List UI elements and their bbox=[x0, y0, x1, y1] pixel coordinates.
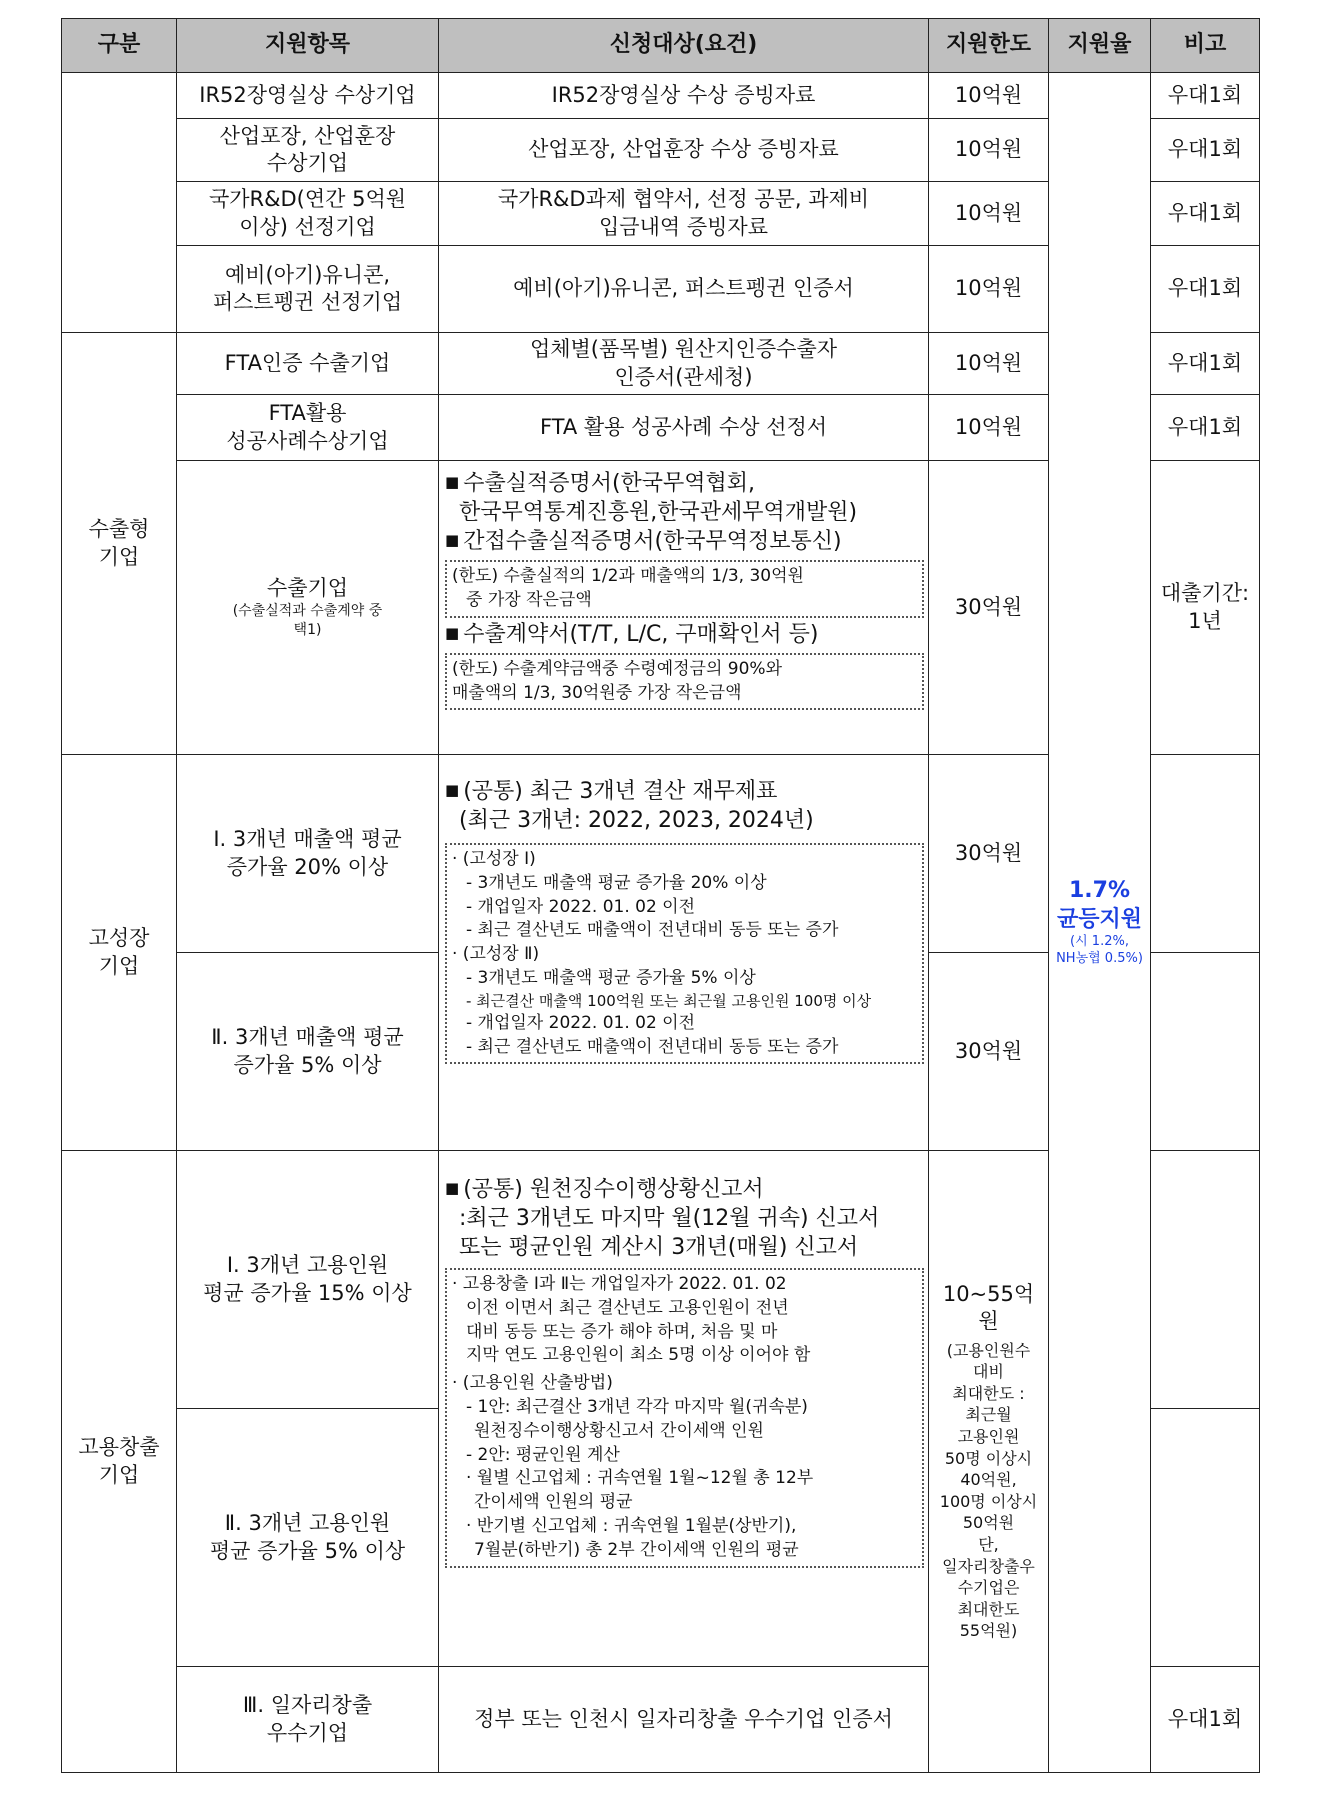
item-note: (수출실적과 수출계약 중 bbox=[232, 603, 383, 620]
item-cell bbox=[177, 1667, 439, 1773]
rate-note-2: NH농협 0.5%) bbox=[1056, 951, 1143, 967]
item-cell bbox=[177, 1151, 439, 1409]
item-line: Ⅱ. 3개년 고용인원 bbox=[224, 1511, 391, 1536]
item-line: 평균 증가율 5% 이상 bbox=[209, 1538, 406, 1563]
note-line: - 최근 결산년도 매출액이 전년대비 동등 또는 증가 bbox=[466, 920, 839, 941]
note-box bbox=[445, 560, 924, 618]
note-line: (한도) 수출실적의 1/2과 매출액의 1/3, 30억원 bbox=[452, 566, 804, 587]
remark-cell: 우대1회 bbox=[1151, 246, 1260, 333]
limit-note: 50명 이상시 bbox=[944, 1448, 1033, 1468]
limit-note: 일자리창출우 bbox=[942, 1556, 1035, 1576]
remark-cell: 우대1회 bbox=[1151, 1667, 1260, 1773]
category-label: 수출형 bbox=[88, 517, 150, 542]
limit-value: 10~55억원 bbox=[942, 1282, 1035, 1334]
note-line: · (고성장 Ⅱ) bbox=[452, 944, 540, 965]
note-line: (한도) 수출계약금액중 수령예정금의 90%와 bbox=[452, 658, 783, 679]
remark-cell-empty bbox=[1151, 1151, 1260, 1409]
item-line: Ⅱ. 3개년 매출액 평균 bbox=[211, 1025, 404, 1050]
category-growth bbox=[62, 755, 177, 1151]
category-label: 고성장 bbox=[88, 926, 150, 951]
requirement-line: 입금내역 증빙자료 bbox=[599, 214, 768, 239]
requirement-cell: IR52장영실상 수상 증빙자료 bbox=[439, 73, 929, 119]
limit-cell: 10억원 bbox=[929, 246, 1049, 333]
note-box bbox=[445, 653, 924, 711]
header-rate: 지원율 bbox=[1049, 19, 1151, 73]
item-line: 증가율 5% 이상 bbox=[233, 1052, 382, 1077]
limit-note: (고용인원수 bbox=[946, 1340, 1031, 1360]
item-cell: IR52장영실상 수상기업 bbox=[177, 73, 439, 119]
remark-line: 1년 bbox=[1188, 608, 1222, 633]
requirement-line: 국가R&D과제 협약서, 선정 공문, 과제비 bbox=[497, 187, 870, 212]
item-line: 수출기업 bbox=[266, 575, 349, 600]
item-line: 국가R&D(연간 5억원 bbox=[208, 187, 407, 212]
item-line: 이상) 선정기업 bbox=[239, 214, 376, 239]
requirement-cell bbox=[439, 461, 929, 755]
limit-cell: 30억원 bbox=[929, 953, 1049, 1151]
rate-value: 1.7% bbox=[1068, 878, 1130, 904]
bullet-item: ■ (공통) 원천징수이행상황신고서 bbox=[445, 1177, 764, 1202]
bullet-item: ■ 수출계약서(T/T, L/C, 구매확인서 등) bbox=[445, 621, 819, 647]
remark-cell: 우대1회 bbox=[1151, 395, 1260, 461]
remark-cell: 우대1회 bbox=[1151, 119, 1260, 182]
note-line: - 개업일자 2022. 01. 02 이전 bbox=[466, 1012, 696, 1033]
requirement-cell: 정부 또는 인천시 일자리창출 우수기업 인증서 bbox=[439, 1667, 929, 1773]
note-line: 원천징수이행상황신고서 간이세액 인원 bbox=[474, 1420, 764, 1441]
note-line: - 개업일자 2022. 01. 02 이전 bbox=[466, 896, 696, 917]
item-cell bbox=[177, 182, 439, 246]
note-line: · 월별 신고업체 : 귀속연월 1월~12월 총 12부 bbox=[466, 1468, 814, 1489]
limit-note: 최근월 bbox=[965, 1405, 1012, 1425]
note-line: · (고용인원 산출방법) bbox=[452, 1373, 613, 1394]
remark-cell: 우대1회 bbox=[1151, 333, 1260, 395]
requirement-cell bbox=[439, 333, 929, 395]
header-item: 지원항목 bbox=[177, 19, 439, 73]
remark-cell bbox=[1151, 461, 1260, 755]
remark-cell: 우대1회 bbox=[1151, 73, 1260, 119]
note-line: · (고성장 Ⅰ) bbox=[452, 849, 536, 870]
limit-cell: 10억원 bbox=[929, 333, 1049, 395]
item-cell bbox=[177, 953, 439, 1151]
requirement-line: 업체별(품목별) 원산지인증수출자 bbox=[529, 337, 838, 362]
item-line: 증가율 20% 이상 bbox=[226, 854, 389, 879]
note-line: · 반기별 신고업체 : 귀속연월 1월분(상반기), bbox=[466, 1516, 797, 1537]
note-line: 매출액의 1/3, 30억원중 가장 작은금액 bbox=[452, 682, 742, 703]
item-line: 우수기업 bbox=[266, 1720, 349, 1745]
rate-label: 균등지원 bbox=[1056, 906, 1142, 932]
note-line: 이전 이면서 최근 결산년도 고용인원이 전년 bbox=[466, 1297, 789, 1318]
limit-cell: 30억원 bbox=[929, 461, 1049, 755]
rate-cell bbox=[1049, 73, 1151, 1773]
limit-cell-jobs bbox=[929, 1151, 1049, 1773]
bullet-item: ■ 수출실적증명서(한국무역협회, bbox=[445, 471, 756, 496]
category-jobs bbox=[62, 1151, 177, 1773]
limit-cell: 30억원 bbox=[929, 755, 1049, 953]
requirement-cell: 예비(아기)유니콘, 퍼스트펭귄 인증서 bbox=[439, 246, 929, 333]
limit-note: 100명 이상시 bbox=[939, 1491, 1038, 1511]
category-label: 기업 bbox=[98, 953, 140, 978]
note-line: - 3개년도 매출액 평균 증가율 5% 이상 bbox=[466, 968, 756, 989]
note-line: - 최근결산 매출액 100억원 또는 최근월 고용인원 100명 이상 bbox=[466, 991, 872, 1010]
requirement-line: 인증서(관세청) bbox=[614, 364, 753, 389]
remark-cell: 우대1회 bbox=[1151, 182, 1260, 246]
note-box bbox=[445, 1268, 924, 1568]
category-label: 기업 bbox=[98, 544, 140, 569]
item-line: Ⅰ. 3개년 매출액 평균 bbox=[213, 827, 402, 852]
limit-note: 최대한도 : bbox=[952, 1383, 1025, 1403]
requirement-cell bbox=[439, 1151, 929, 1667]
limit-cell: 10억원 bbox=[929, 73, 1049, 119]
header-limit: 지원한도 bbox=[929, 19, 1049, 73]
limit-note: 50억원 bbox=[962, 1513, 1015, 1533]
remark-line: 대출기간: bbox=[1160, 581, 1250, 606]
remark-cell-empty bbox=[1151, 1409, 1260, 1667]
requirement-cell bbox=[439, 182, 929, 246]
bullet-continuation: 한국무역통계진흥원,한국관세무역개발원) bbox=[459, 500, 858, 526]
note-box bbox=[445, 843, 924, 1064]
item-cell bbox=[177, 119, 439, 182]
item-cell bbox=[177, 246, 439, 333]
limit-note: 최대한도 bbox=[957, 1599, 1020, 1619]
item-cell bbox=[177, 461, 439, 755]
item-line: 성공사례수상기업 bbox=[226, 428, 389, 453]
limit-note: 고용인원 bbox=[957, 1427, 1020, 1447]
item-cell: FTA인증 수출기업 bbox=[177, 333, 439, 395]
limit-note: 단, bbox=[978, 1534, 999, 1554]
note-line: - 최근 결산년도 매출액이 전년대비 동등 또는 증가 bbox=[466, 1036, 839, 1057]
limit-note: 대비 bbox=[973, 1362, 1004, 1382]
item-cell bbox=[177, 755, 439, 953]
item-cell bbox=[177, 1409, 439, 1667]
note-line: 지막 연도 고용인원이 최소 5명 이상 이어야 함 bbox=[466, 1345, 811, 1366]
item-line: 퍼스트펭귄 선정기업 bbox=[212, 290, 403, 314]
rate-note-1: (시 1.2%, bbox=[1070, 934, 1129, 950]
item-line: 예비(아기)유니콘, bbox=[224, 262, 391, 287]
note-line: 중 가장 작은금액 bbox=[466, 589, 592, 610]
item-line: 산업포장, 산업훈장 bbox=[219, 123, 396, 148]
note-line: - 3개년도 매출액 평균 증가율 20% 이상 bbox=[466, 872, 767, 893]
header-remark: 비고 bbox=[1151, 19, 1260, 73]
limit-note: 55억원) bbox=[959, 1621, 1018, 1641]
header-row bbox=[62, 19, 1260, 73]
item-line: Ⅰ. 3개년 고용인원 bbox=[226, 1253, 389, 1278]
bullet-continuation: 또는 평균인원 계산시 3개년(매월) 신고서 bbox=[459, 1235, 859, 1261]
limit-cell: 10억원 bbox=[929, 395, 1049, 461]
category-export bbox=[62, 333, 177, 755]
note-line: - 2안: 평균인원 계산 bbox=[466, 1444, 620, 1465]
category-label: 고용창출 bbox=[78, 1435, 160, 1460]
item-line: 평균 증가율 15% 이상 bbox=[203, 1280, 412, 1305]
limit-cell: 10억원 bbox=[929, 119, 1049, 182]
requirement-cell bbox=[439, 755, 929, 1151]
header-requirement: 신청대상(요건) bbox=[439, 19, 929, 73]
note-line: 7월분(하반기) 총 2부 간이세액 인원의 평균 bbox=[474, 1539, 799, 1560]
item-note: 택1) bbox=[293, 622, 322, 639]
bullet-item: ■ (공통) 최근 3개년 결산 재무제표 bbox=[445, 779, 778, 804]
item-line: FTA활용 bbox=[268, 401, 347, 426]
category-cell-empty bbox=[62, 73, 177, 333]
header-category: 구분 bbox=[62, 19, 177, 73]
requirement-cell: 산업포장, 산업훈장 수상 증빙자료 bbox=[439, 119, 929, 182]
note-line: - 1안: 최근결산 3개년 각각 마지막 월(귀속분) bbox=[466, 1397, 808, 1418]
note-line: 간이세액 인원의 평균 bbox=[474, 1492, 633, 1513]
bullet-text: (공통) 원천징수이행상황신고서 bbox=[463, 1177, 764, 1202]
bullet-continuation: (최근 3개년: 2022, 2023, 2024년) bbox=[459, 808, 814, 834]
limit-note: 수기업은 bbox=[957, 1578, 1020, 1598]
bullet-text: 수출계약서(T/T, L/C, 구매확인서 등) bbox=[463, 621, 819, 647]
category-label: 기업 bbox=[98, 1462, 140, 1487]
bullet-text: 수출실적증명서(한국무역협회, bbox=[463, 471, 756, 496]
item-cell bbox=[177, 395, 439, 461]
table-row bbox=[62, 73, 1260, 119]
remark-cell-empty bbox=[1151, 755, 1260, 953]
item-line: 수상기업 bbox=[266, 151, 349, 175]
limit-cell: 10억원 bbox=[929, 182, 1049, 246]
limit-note: 40억원, bbox=[960, 1470, 1017, 1490]
remark-cell-empty bbox=[1151, 953, 1260, 1151]
note-line: · 고용창출 Ⅰ과 Ⅱ는 개업일자가 2022. 01. 02 bbox=[452, 1274, 787, 1295]
bullet-text: 간접수출실적증명서(한국무역정보통신) bbox=[463, 529, 842, 555]
note-line: 대비 동등 또는 증가 해야 하며, 처음 및 마 bbox=[466, 1321, 778, 1342]
requirement-cell: FTA 활용 성공사례 수상 선정서 bbox=[439, 395, 929, 461]
bullet-continuation: :최근 3개년도 마지막 월(12월 귀속) 신고서 bbox=[459, 1206, 880, 1232]
bullet-text: (공통) 최근 3개년 결산 재무제표 bbox=[463, 779, 778, 804]
support-table bbox=[61, 18, 1260, 1773]
bullet-item: ■ 간접수출실적증명서(한국무역정보통신) bbox=[445, 529, 842, 555]
item-line: Ⅲ. 일자리창출 bbox=[242, 1693, 373, 1718]
